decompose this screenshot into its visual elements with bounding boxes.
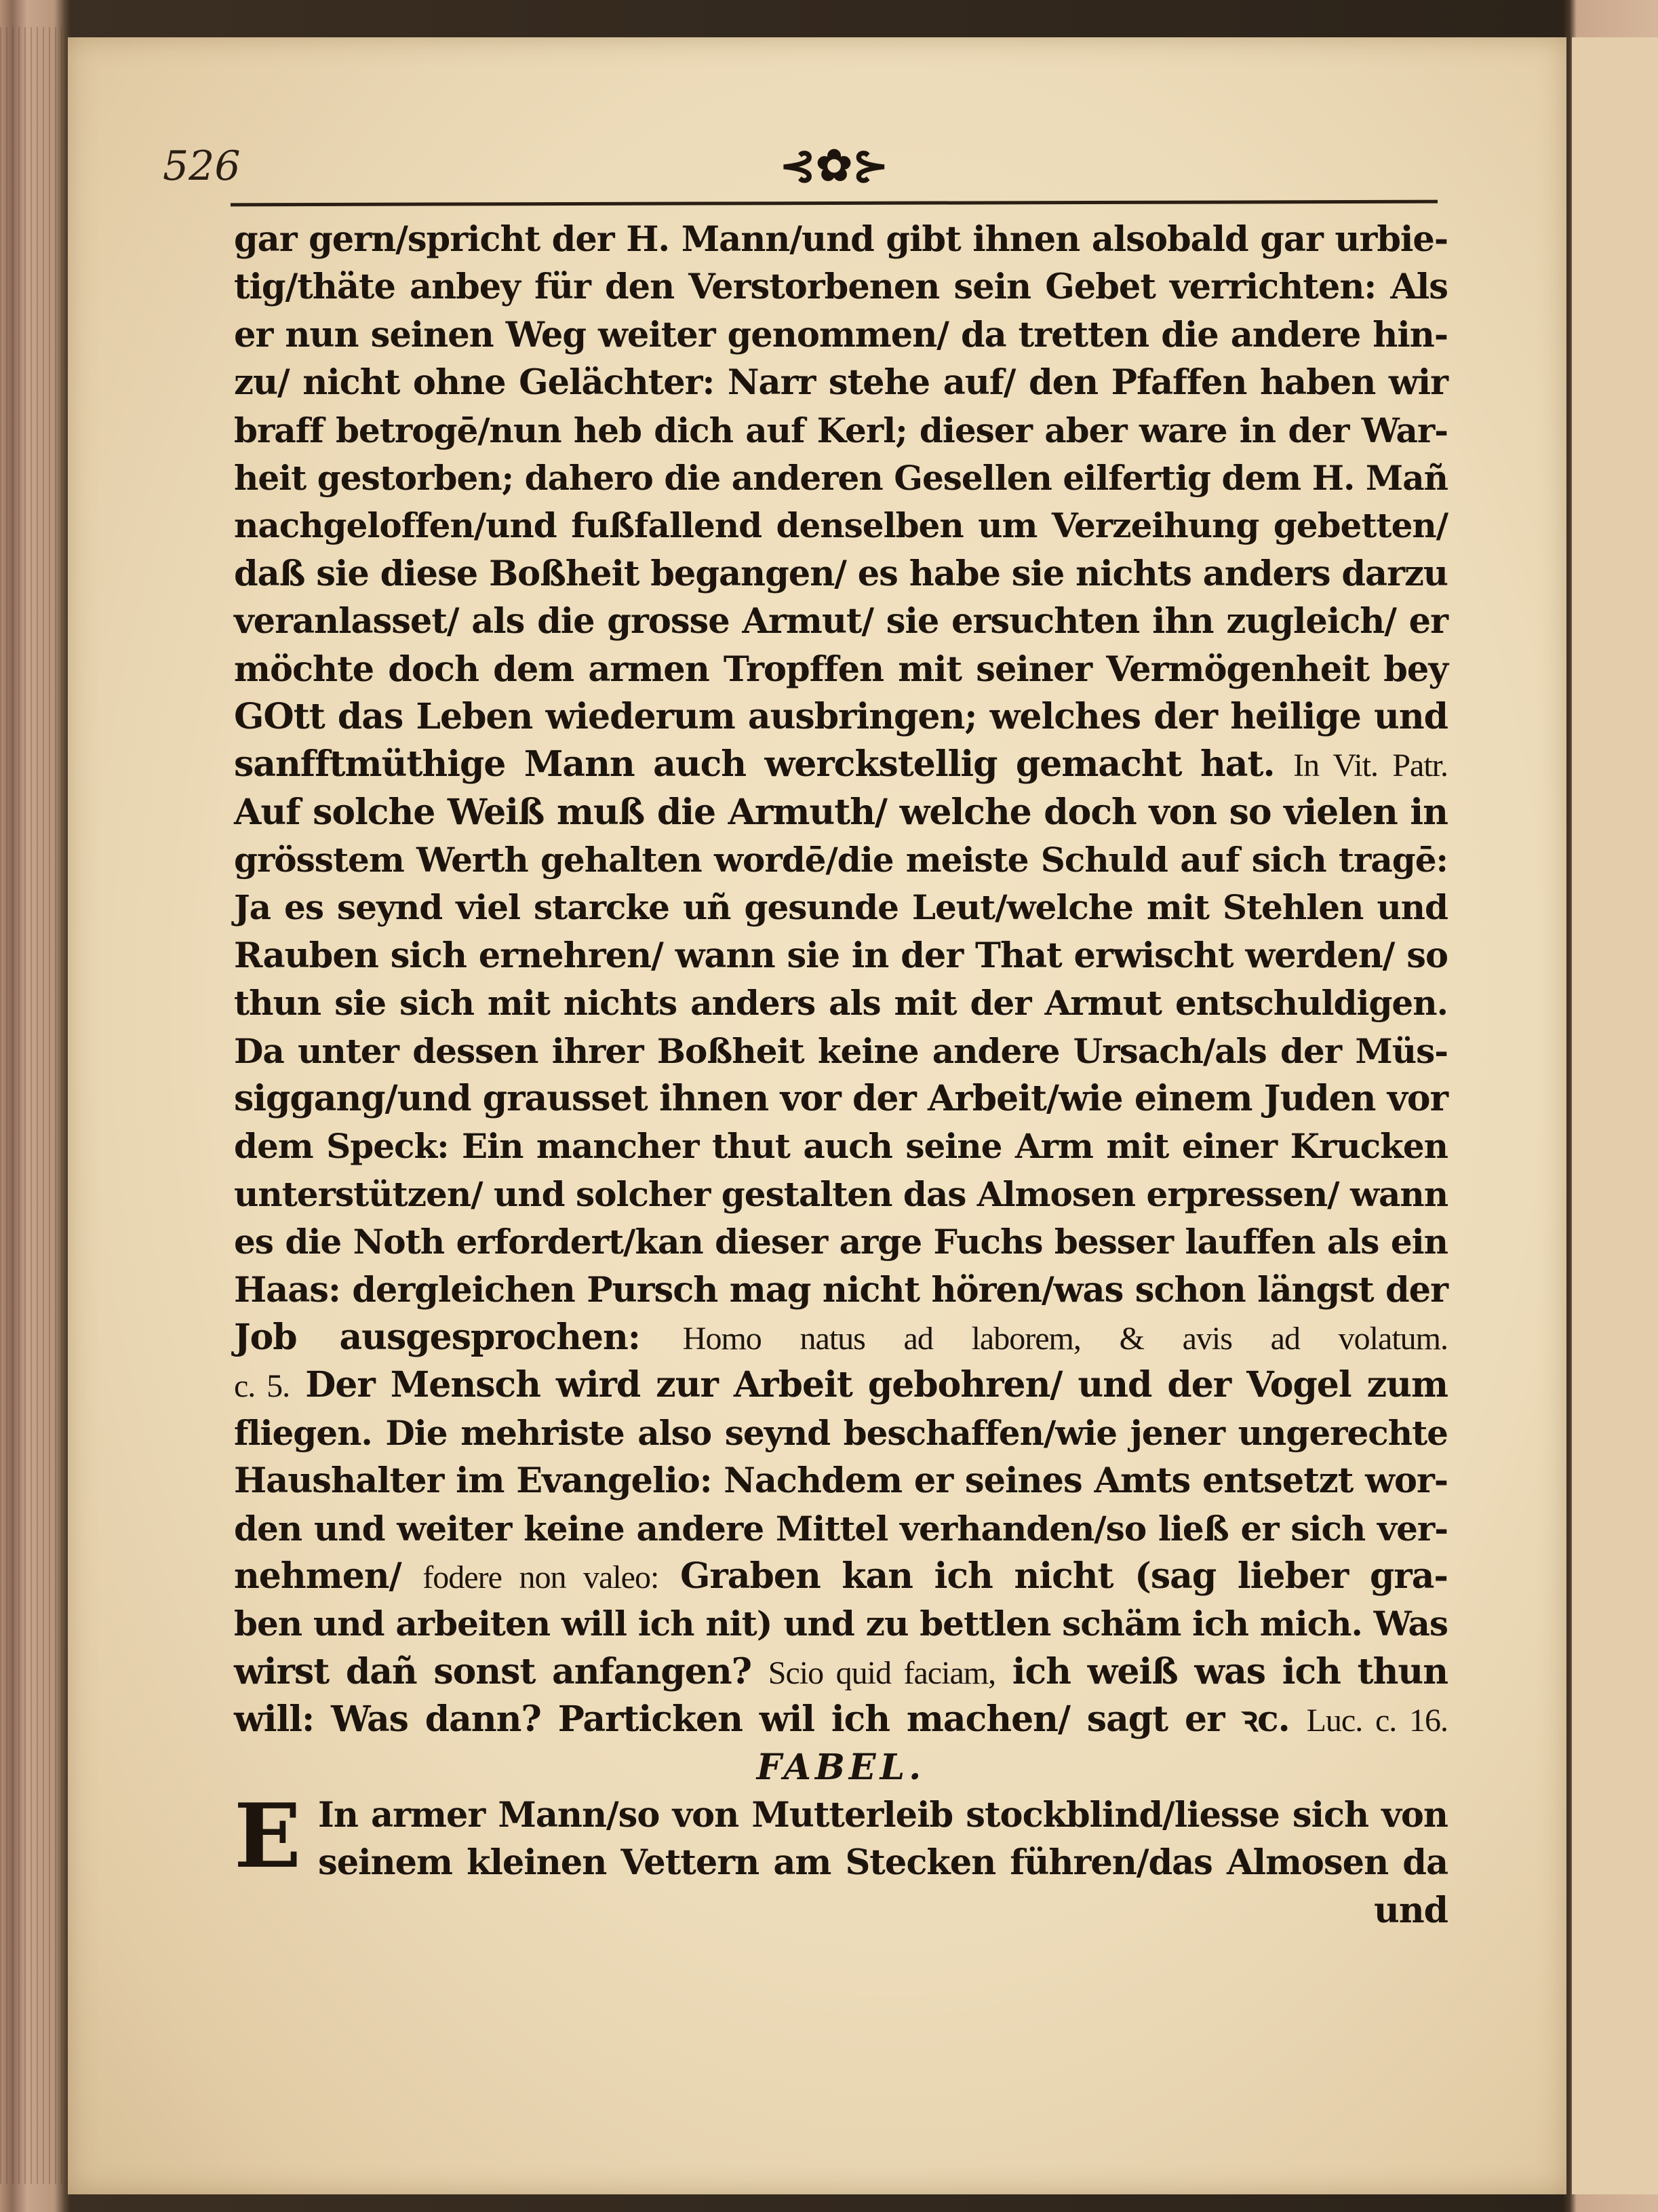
text-line: nachgeloffen/und fußfallend denselben um Verzeihung gebetten/ — [234, 505, 1448, 546]
drop-cap: E — [234, 1783, 302, 1888]
text-line: den und weiter keine andere Mittel verhanden/so ließ er sich ver- — [234, 1508, 1448, 1549]
text-segment: wirst dañ sonst anfangen? — [234, 1650, 752, 1692]
text-line: seinem kleinen Vettern am Stecken führen/das Almosen da — [318, 1842, 1448, 1884]
text-line: Rauben sich ernehren/ wann sie in der That erwischt werden/ so — [234, 935, 1448, 976]
text-line: unterstützen/ und solcher gestalten das Almosen erpressen/ wann — [234, 1173, 1448, 1214]
text-line: daß sie diese Boßheit begangen/ es habe sie nichts anders darzu — [234, 553, 1448, 594]
section-heading: FABEL. — [756, 1746, 926, 1788]
text-line: er nun seinen Weg weiter genommen/ da tretten die andere hin- — [234, 314, 1448, 355]
text-line — [234, 1314, 1448, 1361]
text-line: grösstem Werth gehalten wordē/die meiste Schuld auf sich tragē: — [234, 840, 1448, 880]
text-segment: will: Was dann? Particken wil ich machen/ sagt er ꝛc. — [234, 1699, 1290, 1741]
citation: c. 5. — [234, 1368, 290, 1405]
text-line — [234, 1361, 1448, 1409]
latin-quote: Scio quid faciam, — [768, 1654, 996, 1691]
fabel-paragraph — [234, 1783, 1448, 1888]
text-segment: Job ausgesprochen: — [234, 1316, 640, 1358]
latin-quote: fodere non valeo: — [422, 1559, 659, 1595]
facing-page-edge — [1572, 37, 1658, 2194]
text-line: es die Noth erfordert/kan dieser arge Fuchs besser lauffen als ein — [234, 1222, 1448, 1262]
text-line: Auf solche Weiß muß die Armuth/ welche doch von so vielen in — [234, 791, 1448, 833]
text-segment: sanfftmüthige Mann auch werckstellig gemacht hat. — [234, 743, 1275, 785]
text-line: In armer Mann/so von Mutterleib stockblind/liesse sich von — [318, 1794, 1448, 1836]
text-line: Da unter dessen ihrer Boßheit keine andere Ursach/als der Müs- — [234, 1030, 1448, 1071]
header-ornament: ⊰✿⊱ — [779, 140, 889, 191]
text-segment: Graben kan ich nicht (sag lieber gra- — [680, 1555, 1448, 1597]
text-line: fliegen. Die mehriste also seynd beschaffen/wie jener ungerechte — [234, 1412, 1448, 1453]
text-segment: ich weiß was ich thun — [1012, 1650, 1448, 1692]
text-line: thun sie sich mit nichts anders als mit der Armut entschuldigen. — [234, 983, 1448, 1024]
text-line — [234, 1553, 1448, 1600]
text-line: dem Speck: Ein mancher thut auch seine Arm mit einer Krucken — [234, 1126, 1448, 1167]
text-line: GOtt das Leben wiederum ausbringen; welches der heilige und — [234, 695, 1448, 737]
text-line: ben und arbeiten will ich nit) und zu bettlen schäm ich mich. Was — [234, 1604, 1448, 1644]
text-line — [234, 1648, 1448, 1696]
page-number: 526 — [163, 142, 241, 190]
text-line: veranlasset/ als die grosse Armut/ sie ersuchten ihn zugleich/ er — [234, 601, 1448, 642]
latin-quote: Homo natus ad laborem, & avis ad volatum. — [682, 1320, 1448, 1357]
text-line: Haas: dergleichen Pursch mag nicht hören/was schon längst der — [234, 1269, 1448, 1311]
text-line: zu/ nicht ohne Gelächter: Narr stehe auf/ den Pfaffen haben wir — [234, 362, 1448, 404]
text-line: gar gern/spricht der H. Mann/und gibt ihnen alsobald gar urbie- — [234, 219, 1448, 260]
text-segment: Der Mensch wird zur Arbeit gebohren/ und der Vogel zum — [305, 1364, 1448, 1406]
text-segment: nehmen/ — [234, 1555, 401, 1597]
text-line: Ja es seynd viel starcke uñ gesunde Leut/welche mit Stehlen und — [234, 887, 1448, 928]
marginal-reference: In Vit. Patr. — [1293, 748, 1448, 784]
text-line — [234, 1696, 1448, 1743]
text-line: möchte doch dem armen Tropffen mit seiner Vermögenheit bey — [234, 648, 1448, 690]
text-block — [234, 216, 1448, 1935]
text-line: Haushalter im Evangelio: Nachdem er seines Amts entsetzt wor- — [234, 1460, 1448, 1502]
text-line: heit gestorben; dahero die anderen Gesellen eilfertig dem H. Mañ — [234, 457, 1448, 498]
text-line: tig/thäte anbey für den Verstorbenen sein Gebet verrichten: Als — [234, 267, 1448, 308]
text-line: siggang/und grausset ihnen vor der Arbeit/wie einem Juden vor — [234, 1078, 1448, 1120]
book-page-edges — [0, 27, 68, 2184]
catchword: und — [1374, 1889, 1448, 1931]
text-line — [234, 741, 1448, 788]
text-line: braff betrogē/nun heb dich auf Kerl; dieser aber ware in der War- — [234, 410, 1448, 450]
marginal-reference: Luc. c. 16. — [1306, 1703, 1448, 1739]
